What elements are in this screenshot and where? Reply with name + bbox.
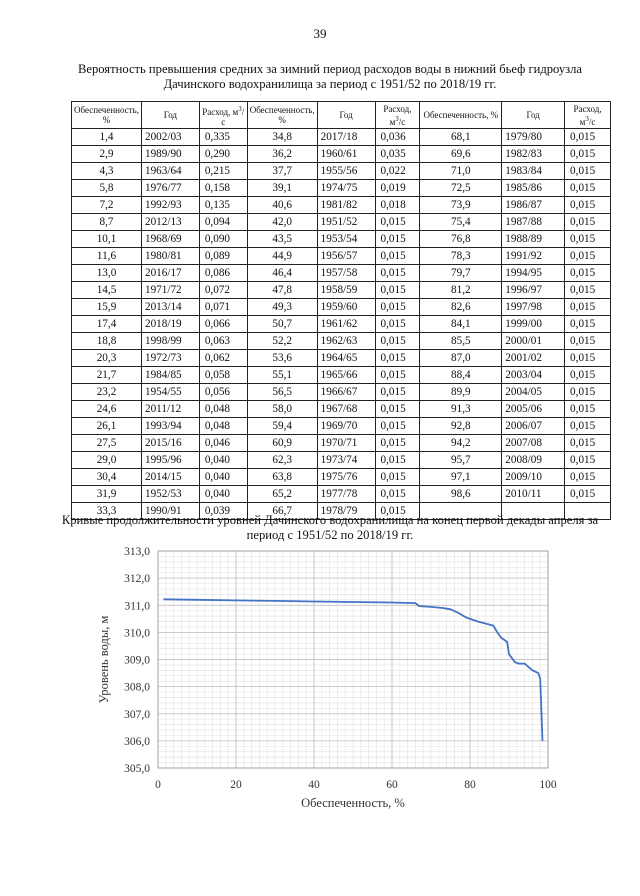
- table-cell: 0,048: [199, 418, 247, 435]
- table-cell: 0,015: [375, 469, 420, 486]
- table-cell: 2012/13: [141, 214, 199, 231]
- table-cell: 0,290: [199, 146, 247, 163]
- table-cell: 2016/17: [141, 265, 199, 282]
- table-cell: 2003/04: [502, 367, 565, 384]
- x-tick-label: 40: [308, 779, 320, 791]
- table-cell: 0,015: [375, 503, 420, 520]
- table-cell: 73,9: [420, 197, 502, 214]
- table-cell: 81,2: [420, 282, 502, 299]
- table-cell: 47,8: [247, 282, 317, 299]
- header-prob: Обеспеченность, %: [72, 102, 142, 129]
- chart-title: Кривые продолжительности уровней Дачинского водохранилища на конец первой декады апреля за период с 1951/52 по 2018/19 гг.: [61, 513, 599, 542]
- table-cell: 1985/86: [502, 180, 565, 197]
- table-cell: 79,7: [420, 265, 502, 282]
- table-cell: 0,040: [199, 486, 247, 503]
- table-cell: 0,015: [565, 214, 611, 231]
- table-cell: 1974/75: [317, 180, 375, 197]
- table-cell: 0,040: [199, 469, 247, 486]
- table-cell: 85,5: [420, 333, 502, 350]
- table-cell: 37,7: [247, 163, 317, 180]
- table-cell: 1990/91: [141, 503, 199, 520]
- table-cell: 0,158: [199, 180, 247, 197]
- table-cell: 0,015: [565, 146, 611, 163]
- table-cell: 0,335: [199, 129, 247, 146]
- table-cell: 1968/69: [141, 231, 199, 248]
- table-cell: 0,062: [199, 350, 247, 367]
- table-cell: 1978/79: [317, 503, 375, 520]
- table-cell: 87,0: [420, 350, 502, 367]
- y-tick-label: 308,0: [124, 681, 150, 694]
- table-cell: 0,015: [565, 367, 611, 384]
- table-cell: 18,8: [72, 333, 142, 350]
- table-cell: 63,8: [247, 469, 317, 486]
- x-tick-label: 20: [230, 779, 242, 791]
- table-cell: 17,4: [72, 316, 142, 333]
- table-cell: 2006/07: [502, 418, 565, 435]
- table-cell: 0,015: [565, 197, 611, 214]
- table-cell: 0,089: [199, 248, 247, 265]
- table-cell: 5,8: [72, 180, 142, 197]
- table-cell: 29,0: [72, 452, 142, 469]
- table-cell: 34,8: [247, 129, 317, 146]
- table-cell: 0,015: [565, 231, 611, 248]
- x-axis-label: Обеспеченность, %: [301, 796, 405, 810]
- table-cell: 15,9: [72, 299, 142, 316]
- table-cell: 1992/93: [141, 197, 199, 214]
- table-cell: 0,094: [199, 214, 247, 231]
- table-cell: 0,039: [199, 503, 247, 520]
- table-cell: 0,015: [375, 401, 420, 418]
- table-cell: 0,071: [199, 299, 247, 316]
- page-number: 39: [313, 26, 327, 41]
- table-cell: 1976/77: [141, 180, 199, 197]
- table-cell: 0,086: [199, 265, 247, 282]
- table-cell: 1960/61: [317, 146, 375, 163]
- table-cell: 30,4: [72, 469, 142, 486]
- table-cell: 1971/72: [141, 282, 199, 299]
- table-cell: 31,9: [72, 486, 142, 503]
- table-cell: 0,015: [565, 486, 611, 503]
- table-cell: 91,3: [420, 401, 502, 418]
- table-cell: 33,3: [72, 503, 142, 520]
- table-cell: 0,015: [375, 350, 420, 367]
- header-year: Год: [141, 102, 199, 129]
- table-cell: 75,4: [420, 214, 502, 231]
- table-cell: 2018/19: [141, 316, 199, 333]
- header-flow-sup: 3: [238, 104, 242, 113]
- table-cell: 78,3: [420, 248, 502, 265]
- table-cell: 2015/16: [141, 435, 199, 452]
- table-cell: 27,5: [72, 435, 142, 452]
- table-cell: 0,015: [565, 129, 611, 146]
- table-cell: 1995/96: [141, 452, 199, 469]
- table-cell: 46,4: [247, 265, 317, 282]
- table-cell: 0,015: [565, 435, 611, 452]
- table-cell: 0,015: [375, 248, 420, 265]
- table-cell: 0,215: [199, 163, 247, 180]
- table-cell: 89,9: [420, 384, 502, 401]
- table-cell: 4,3: [72, 163, 142, 180]
- table-cell: 1957/58: [317, 265, 375, 282]
- table-cell: 1964/65: [317, 350, 375, 367]
- table-cell: 60,9: [247, 435, 317, 452]
- table-cell: 76,8: [420, 231, 502, 248]
- table-cell: 0,015: [565, 401, 611, 418]
- table-cell: 1991/92: [502, 248, 565, 265]
- table-cell: 23,2: [72, 384, 142, 401]
- table-cell: 1996/97: [502, 282, 565, 299]
- header-flow-text: Расход, м: [202, 106, 239, 117]
- table-cell: 1980/81: [141, 248, 199, 265]
- table-cell: 1989/90: [141, 146, 199, 163]
- table-cell: 0,046: [199, 435, 247, 452]
- table-cell: 1983/84: [502, 163, 565, 180]
- header-prob: Обеспеченность, %: [420, 102, 502, 129]
- table-cell: 0,015: [375, 333, 420, 350]
- header-year: Год: [502, 102, 565, 129]
- y-tick-label: 310,0: [124, 627, 150, 640]
- table-cell: 0,015: [565, 248, 611, 265]
- table-cell: 0,015: [565, 299, 611, 316]
- header-flow-text: Расход, м: [573, 103, 602, 127]
- y-tick-label: 306,0: [124, 735, 150, 748]
- table-cell: 0,022: [375, 163, 420, 180]
- table-cell: 1970/71: [317, 435, 375, 452]
- table-cell: 58,0: [247, 401, 317, 418]
- table-cell: 0,018: [375, 197, 420, 214]
- table-cell: 1982/83: [502, 146, 565, 163]
- header-year: Год: [317, 102, 375, 129]
- table-cell: 0,015: [375, 452, 420, 469]
- table-cell: 1953/54: [317, 231, 375, 248]
- table-cell: 11,6: [72, 248, 142, 265]
- table-cell: 1967/68: [317, 401, 375, 418]
- table-cell: 13,0: [72, 265, 142, 282]
- table-cell: 56,5: [247, 384, 317, 401]
- table-cell: 0,015: [565, 384, 611, 401]
- table-cell: 95,7: [420, 452, 502, 469]
- table-cell: 1993/94: [141, 418, 199, 435]
- y-tick-label: 305,0: [124, 763, 150, 775]
- table-cell: 42,0: [247, 214, 317, 231]
- y-axis-label: Уровень воды, м: [97, 615, 111, 704]
- table-cell: 65,2: [247, 486, 317, 503]
- table-cell: 1977/78: [317, 486, 375, 503]
- y-tick-label: 307,0: [124, 708, 150, 721]
- table-cell: 7,2: [72, 197, 142, 214]
- table-cell: 0,015: [375, 282, 420, 299]
- header-flow-sup: 3: [395, 114, 399, 123]
- table-cell: 0,015: [565, 316, 611, 333]
- table-cell: 0,015: [375, 418, 420, 435]
- table-cell: 1958/59: [317, 282, 375, 299]
- table-cell: 36,2: [247, 146, 317, 163]
- table-cell: 1973/74: [317, 452, 375, 469]
- y-tick-label: 311,0: [124, 600, 150, 613]
- table-cell: 1956/57: [317, 248, 375, 265]
- table-cell: 1997/98: [502, 299, 565, 316]
- table-cell: 40,6: [247, 197, 317, 214]
- table-cell: 1963/64: [141, 163, 199, 180]
- table-cell: 97,1: [420, 469, 502, 486]
- table-cell: 82,6: [420, 299, 502, 316]
- y-tick-label: 313,0: [124, 546, 150, 558]
- table-cell: 0,015: [565, 180, 611, 197]
- table-cell: 1962/63: [317, 333, 375, 350]
- table-cell: 44,9: [247, 248, 317, 265]
- table-cell: 71,0: [420, 163, 502, 180]
- table-cell: 1972/73: [141, 350, 199, 367]
- x-tick-label: 60: [386, 779, 398, 791]
- table-cell: 1,4: [72, 129, 142, 146]
- table-cell: 1965/66: [317, 367, 375, 384]
- table-cell: 0,015: [565, 282, 611, 299]
- table-cell: 0,063: [199, 333, 247, 350]
- table-cell: 92,8: [420, 418, 502, 435]
- table-cell: 0,036: [375, 129, 420, 146]
- header-prob: Обеспеченность, %: [247, 102, 317, 129]
- table-cell: 68,1: [420, 129, 502, 146]
- y-tick-label: 312,0: [124, 573, 150, 586]
- table-cell: 2013/14: [141, 299, 199, 316]
- table-cell: 0,015: [375, 486, 420, 503]
- table-cell: 0,066: [199, 316, 247, 333]
- table-cell: 1988/89: [502, 231, 565, 248]
- table-cell: 0,015: [565, 418, 611, 435]
- table-cell: 24,6: [72, 401, 142, 418]
- table-cell: 0,048: [199, 401, 247, 418]
- table-cell: 72,5: [420, 180, 502, 197]
- table-cell: 0,015: [565, 350, 611, 367]
- table-cell: 62,3: [247, 452, 317, 469]
- table-cell: 52,2: [247, 333, 317, 350]
- table-cell: 1987/88: [502, 214, 565, 231]
- table-cell: 2014/15: [141, 469, 199, 486]
- table-cell: 1955/56: [317, 163, 375, 180]
- table-cell: 10,1: [72, 231, 142, 248]
- table-cell: 0,015: [375, 316, 420, 333]
- table-cell: 2005/06: [502, 401, 565, 418]
- header-flow-text: Расход, м: [383, 103, 412, 127]
- table-cell: 1969/70: [317, 418, 375, 435]
- table-cell: 1952/53: [141, 486, 199, 503]
- table-cell: 2008/09: [502, 452, 565, 469]
- table-cell: 0,090: [199, 231, 247, 248]
- x-tick-label: 100: [539, 779, 557, 791]
- table-cell: 0,056: [199, 384, 247, 401]
- table-cell: 26,1: [72, 418, 142, 435]
- table-cell: 49,3: [247, 299, 317, 316]
- table-cell: 0,015: [565, 452, 611, 469]
- table-cell: 55,1: [247, 367, 317, 384]
- table-cell: 2010/11: [502, 486, 565, 503]
- table-cell: 0,015: [565, 163, 611, 180]
- header-flow-unit: /с: [398, 116, 406, 127]
- table-cell: 8,7: [72, 214, 142, 231]
- y-tick-label: 309,0: [124, 654, 150, 667]
- table-cell: 0,135: [199, 197, 247, 214]
- header-flow-sup: 3: [585, 114, 589, 123]
- table-cell: 50,7: [247, 316, 317, 333]
- table-cell: 0,015: [375, 384, 420, 401]
- table-cell: 2004/05: [502, 384, 565, 401]
- header-flow-unit: /с: [588, 116, 596, 127]
- header-flow-unit: /с: [221, 106, 245, 127]
- table-cell: 2017/18: [317, 129, 375, 146]
- table-cell: 1966/67: [317, 384, 375, 401]
- table-cell: 20,3: [72, 350, 142, 367]
- table-cell: 1981/82: [317, 197, 375, 214]
- table-cell: 53,6: [247, 350, 317, 367]
- table-cell: 0,058: [199, 367, 247, 384]
- table-cell: 2011/12: [141, 401, 199, 418]
- table-cell: 43,5: [247, 231, 317, 248]
- table-cell: 2001/02: [502, 350, 565, 367]
- table-cell: 0,015: [375, 214, 420, 231]
- table-cell: 59,4: [247, 418, 317, 435]
- table-cell: 1998/99: [141, 333, 199, 350]
- table-cell: 98,6: [420, 486, 502, 503]
- table-cell: 0,040: [199, 452, 247, 469]
- table-cell: 84,1: [420, 316, 502, 333]
- table-cell: 94,2: [420, 435, 502, 452]
- table-cell: 1984/85: [141, 367, 199, 384]
- table-cell: 1979/80: [502, 129, 565, 146]
- table-cell: 0,015: [375, 231, 420, 248]
- table-cell: 1999/00: [502, 316, 565, 333]
- table-cell: 0,015: [375, 265, 420, 282]
- table-cell: 2002/03: [141, 129, 199, 146]
- table-cell: 2007/08: [502, 435, 565, 452]
- table-cell: 66,7: [247, 503, 317, 520]
- table-title: Вероятность превышения средних за зимний период расходов воды в нижний бьеф гидроузла Дачинского водохранилища за период с 1951/52 по 2018/19 гг.: [77, 62, 583, 91]
- table-cell: 1994/95: [502, 265, 565, 282]
- table-cell: 1975/76: [317, 469, 375, 486]
- table-cell: 2000/01: [502, 333, 565, 350]
- table-cell: 0,072: [199, 282, 247, 299]
- table-cell: 1959/60: [317, 299, 375, 316]
- table-cell: 69,6: [420, 146, 502, 163]
- table-cell: 39,1: [247, 180, 317, 197]
- table-cell: 0,015: [565, 265, 611, 282]
- table-cell: 0,035: [375, 146, 420, 163]
- table-cell: 0,015: [375, 435, 420, 452]
- table-cell: 1986/87: [502, 197, 565, 214]
- table-cell: 1954/55: [141, 384, 199, 401]
- table-cell: 0,015: [565, 333, 611, 350]
- table-cell: 88,4: [420, 367, 502, 384]
- table-cell: 14,5: [72, 282, 142, 299]
- table-cell: 1961/62: [317, 316, 375, 333]
- table-cell: 0,015: [375, 299, 420, 316]
- table-cell: 0,015: [375, 367, 420, 384]
- x-tick-label: 0: [155, 779, 161, 791]
- table-cell: 2009/10: [502, 469, 565, 486]
- table-cell: 21,7: [72, 367, 142, 384]
- table-cell: 0,019: [375, 180, 420, 197]
- table-cell: 2,9: [72, 146, 142, 163]
- x-tick-label: 80: [464, 779, 476, 791]
- table-cell: 1951/52: [317, 214, 375, 231]
- table-cell: 0,015: [565, 469, 611, 486]
